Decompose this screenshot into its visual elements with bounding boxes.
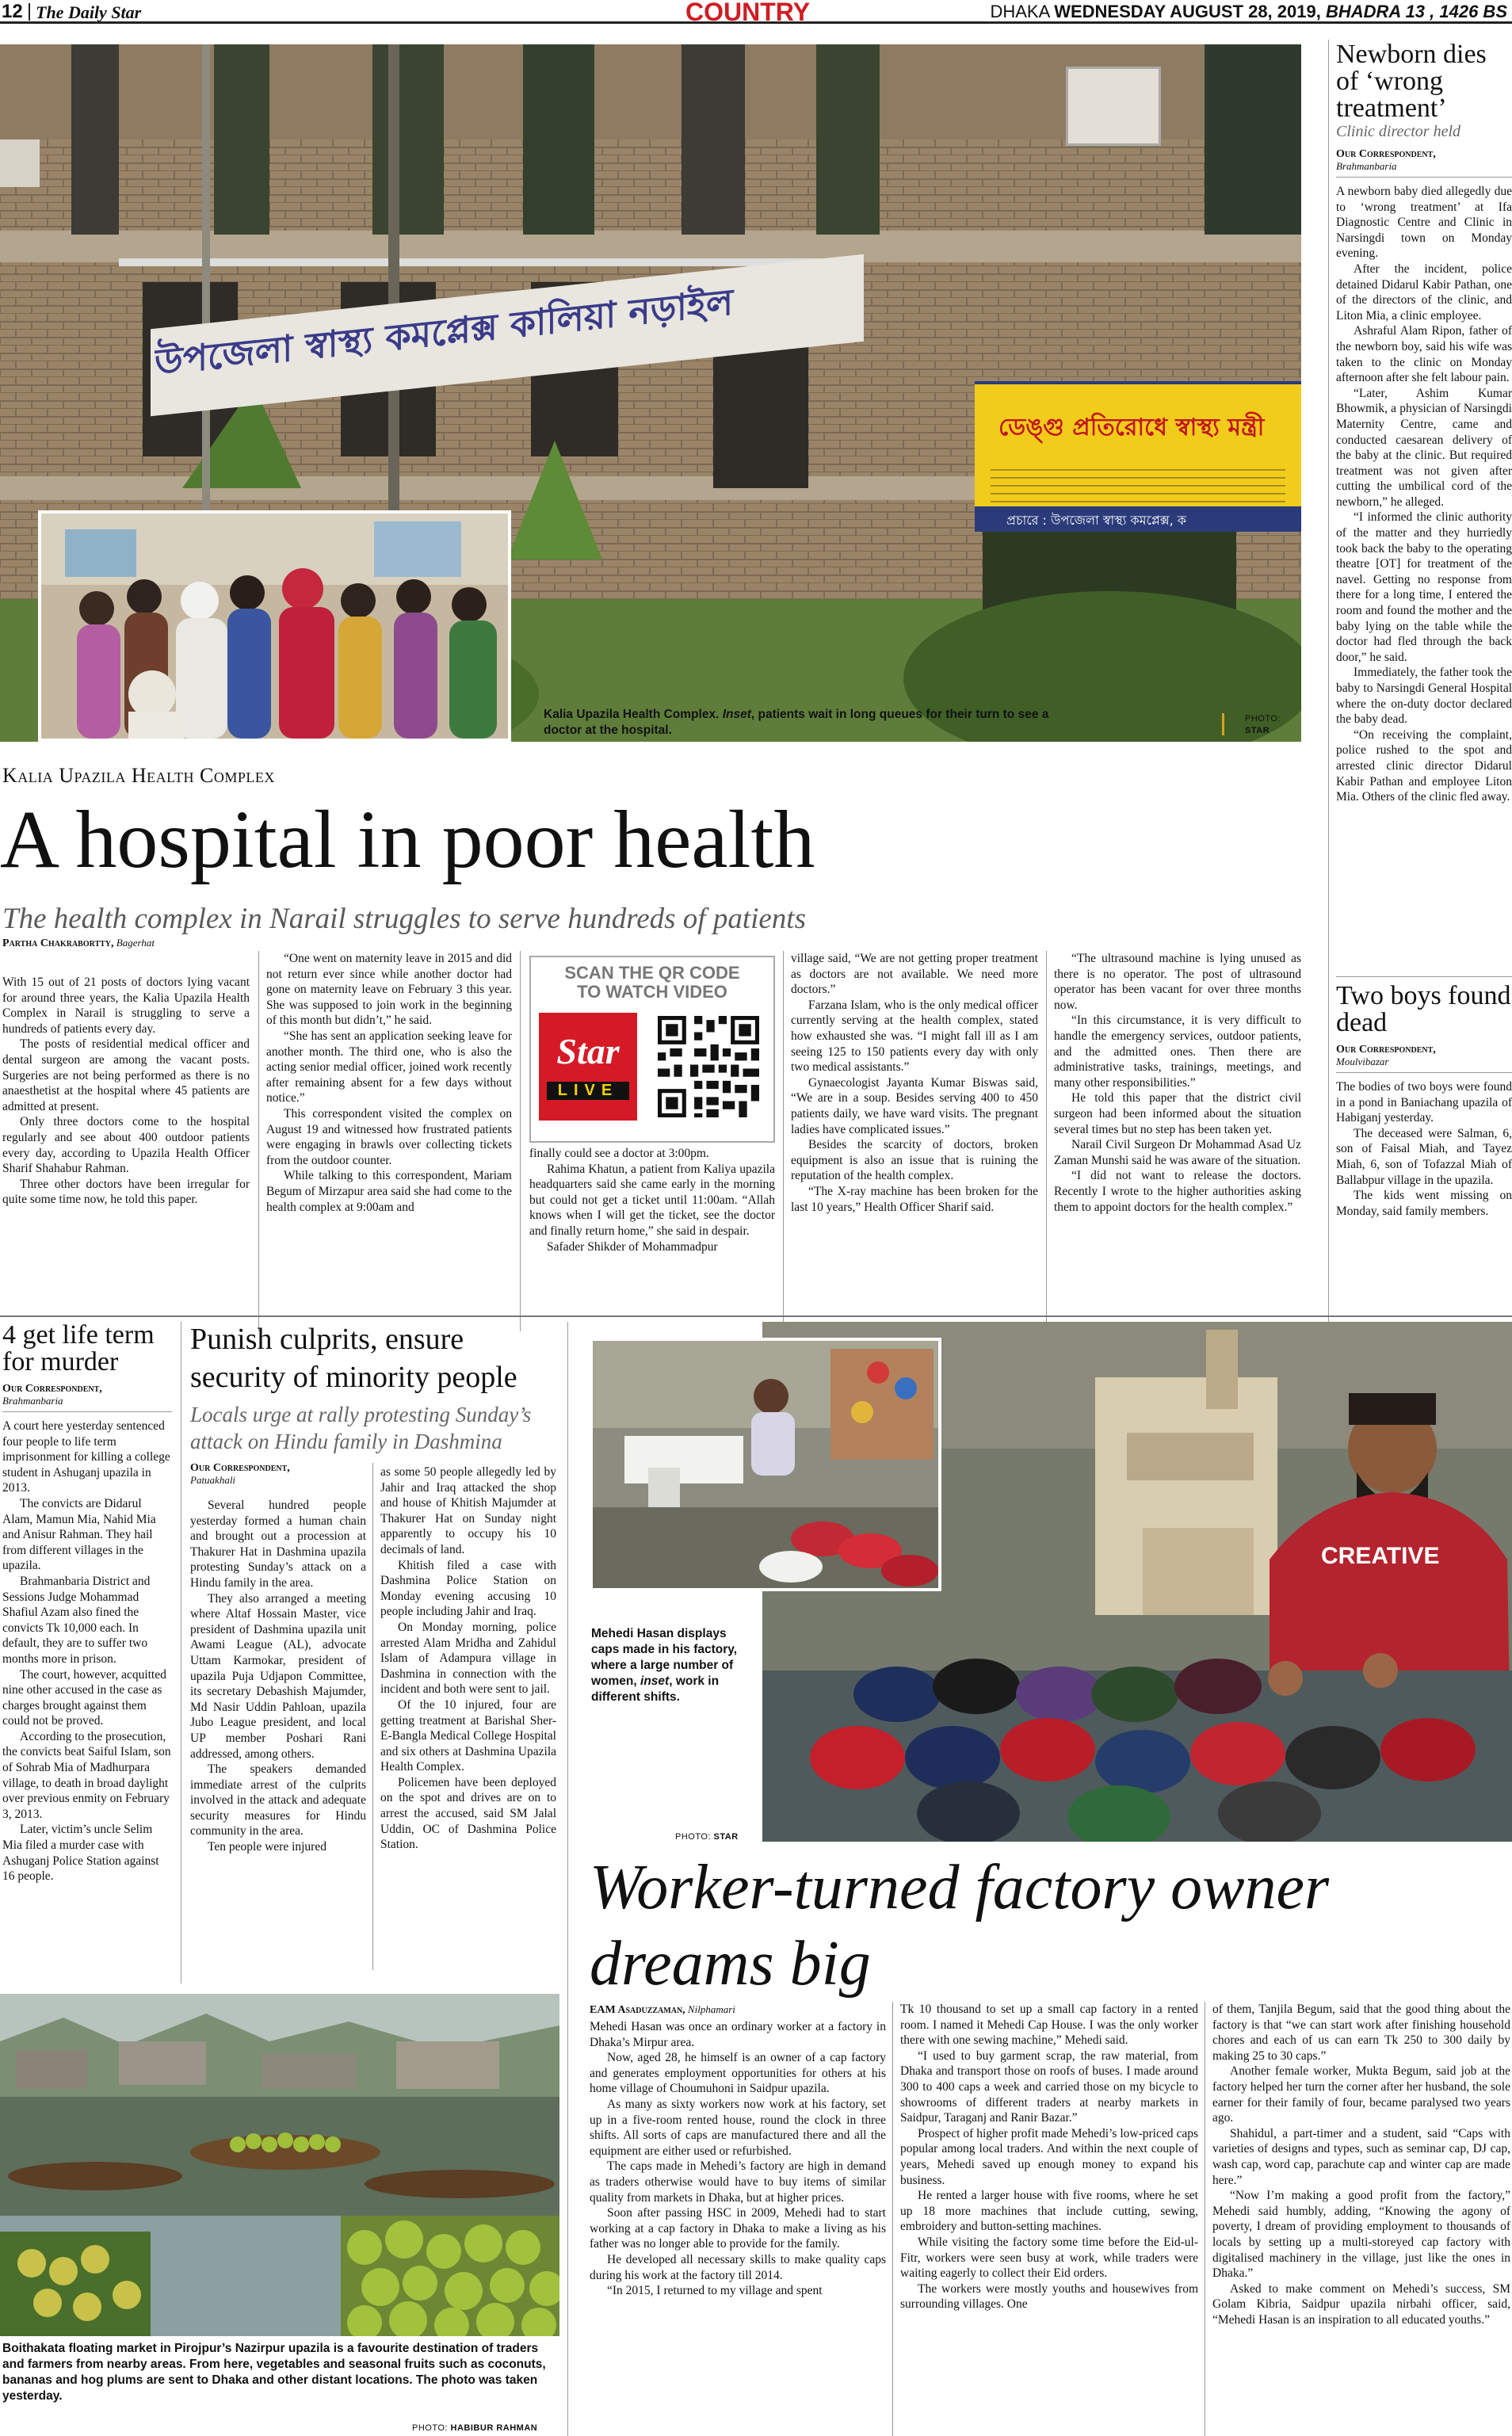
live-label: LIVE bbox=[547, 1082, 629, 1100]
twoboys-byline-name: Our Correspondent, bbox=[1336, 1044, 1436, 1056]
twoboys-body bbox=[1336, 1079, 1512, 1219]
lead-c1-p1: With 15 out of 21 posts of doctors lying vacant for around three years, the Kalia Upazila Health Complex in Narail is struggling to serve a hundreds of patients every day. bbox=[2, 976, 250, 1036]
lead-headline: A hospital in poor health bbox=[0, 794, 815, 885]
lead-c2-p1: “One went on maternity leave in 2015 and did not return ever since while another doctor had gone on maternity leave on February 3 this year. She was supposed to join work in the beginning of this month but didn’t,” he said. bbox=[266, 952, 512, 1028]
factory-column-1 bbox=[590, 2019, 886, 2299]
column-rule bbox=[1046, 951, 1047, 1331]
dengue-banner-title: ডেঙ্গু প্রতিরোধে স্বাস্থ্য মন্ত্রী bbox=[998, 414, 1265, 441]
credit-divider bbox=[1222, 713, 1224, 735]
dateline-city: DHAKA bbox=[990, 2, 1050, 21]
dengue-banner bbox=[975, 381, 1301, 532]
lead-credit-label: PHOTO: bbox=[1245, 714, 1281, 724]
punish-byline-place: Patuakhali bbox=[190, 1474, 236, 1486]
factory-c2-p5: While visiting the factory some time before the Eid-ul-Fitr, workers were seen busy at work, while traders were waiting eagerly to collect their Eid orders. bbox=[900, 2235, 1198, 2281]
punish-column-2 bbox=[380, 1464, 556, 1853]
twoboys-byline-place: Moulvibazar bbox=[1336, 1056, 1389, 1067]
lead-caption-part2: , patients wait in long queues for their turn to see a doctor at the hospital. bbox=[544, 708, 1049, 737]
newborn-p1: A newborn baby died allegedly due to ‘wrong treatment’ at Ifa Diagnostic Centre and Clinic in Narsingdi town on Monday evening. bbox=[1336, 185, 1512, 261]
factory-c1-p5: Soon after passing HSC in 2009, Mehedi had to start working at a cap factory in Dhaka to make a living as his father was no longer able to provide for the family. bbox=[590, 2206, 886, 2251]
lead-c4-p3: Gynaecologist Jayanta Kumar Biswas said, “We are in a soup. Besides serving 400 to 450 patients daily, we have ward visits. The pregnant ladies have complicated issues.” bbox=[791, 1075, 1038, 1136]
murder-byline-place: Brahmanbaria bbox=[2, 1395, 63, 1407]
murder-byline-name: Our Correspondent, bbox=[2, 1383, 102, 1395]
story-divider bbox=[1336, 976, 1512, 977]
factory-c3-p2: Another female worker, Mukta Begum, said job at the factory helped her turn the corner after her husband, the sole earner for their family of four, became paralysed two years ago. bbox=[1212, 2064, 1510, 2125]
twoboys-headline: Two boys found dead bbox=[1336, 981, 1511, 1037]
dengue-banner-body bbox=[991, 463, 1285, 502]
qr-code-icon[interactable] bbox=[658, 1016, 759, 1117]
factory-credit bbox=[675, 1832, 739, 1842]
market-credit-name: HABIBUR RAHMAN bbox=[450, 2423, 538, 2433]
newborn-p6: Immediately, the father took the baby to Narsingdi General Hospital where the on-duty doctor declared the baby dead. bbox=[1336, 666, 1512, 727]
murder-p5: According to the prosecution, the convicts beat Saiful Islam, son of Sohrab Mia of Madhurpara village, to death in broad daylight over previous enmity on February 3, 2013. bbox=[2, 1729, 171, 1821]
column-rule bbox=[520, 951, 521, 1331]
factory-credit-label: PHOTO: bbox=[675, 1832, 711, 1842]
lead-column-5 bbox=[1054, 951, 1301, 1215]
dateline-date: WEDNESDAY AUGUST 28, 2019, bbox=[1054, 2, 1321, 21]
twoboys-byline bbox=[1336, 1043, 1512, 1067]
punish-headline: Punish culprits, ensure security of minority people bbox=[190, 1323, 517, 1394]
lead-c1-p4: Three other doctors have been irregular for quite some time now, he told this paper. bbox=[2, 1177, 250, 1207]
lead-c4-p5: “The X-ray machine has been broken for the last 10 years,” Health Officer Sharif said. bbox=[791, 1184, 1038, 1214]
market-credit-label: PHOTO: bbox=[412, 2423, 448, 2433]
lead-photo-caption bbox=[544, 707, 1075, 739]
punish-column-1 bbox=[190, 1498, 366, 1855]
factory-c1-p2: Now, aged 28, he himself is an owner of a cap factory and generates employment opportunities for others at his home village of Choumuhoni in Saidpur upazila. bbox=[590, 2051, 886, 2096]
murder-p3: Brahmanbaria District and Sessions Judge Mohammad Shafiul Azam also fined the convicts Tk 10,000 each. In default, they are to suffer two months more in prison. bbox=[2, 1574, 151, 1666]
column-rule bbox=[567, 1322, 568, 2436]
lead-c5-p1: “The ultrasound machine is lying unused as there is no operator. The post of ultrasound operator has been vacant for over three months now. bbox=[1054, 952, 1301, 1012]
punish-c1-p2: They also arranged a meeting where Altaf Hossain Master, vice president of Dashmina upazila unit Awami League (AL), advocate Uttam Karmokar, president of upazila Puja Udjapon Committee, its secretary Debashish Majumder, Md Nasir Uddin Pahloan, upazila Jubo League president, and local UP member Poshari Rani addressed, among others. bbox=[190, 1591, 366, 1761]
dateline bbox=[990, 2, 1507, 22]
floating-market-image bbox=[0, 1994, 559, 2336]
factory-c3-p4: “Now I’m making a good profit from the factory,” Mehedi said humbly, adding, “Knowing the agony of poverty, I dream of providing employment to thousands of locals by setting up a multi-storeyed cap factory with digitalised machinery in the village, just like the ones in Dhaka.” bbox=[1212, 2189, 1510, 2281]
lead-c3-p3: Safader Shikder of Mohammadpur bbox=[547, 1239, 718, 1254]
newborn-p2: After the incident, police detained Didarul Kabir Pathan, one of the directors of the clinic, and Liton Mia, a clinic employee. bbox=[1336, 262, 1512, 323]
lead-column-2 bbox=[266, 951, 512, 1215]
lead-c1-p2: The posts of residential medical officer and dental surgeon are among the vacant posts. Surgeries are not being performed as there is no anaesthetist at the hospital where 45 patients are admitted at present. bbox=[2, 1037, 250, 1113]
factory-column-3 bbox=[1212, 2002, 1510, 2327]
factory-c2-p4: He rented a larger house with five rooms, where he set up 18 more machines that include cutting, sewing, embroidery and button-setting machines. bbox=[900, 2189, 1198, 2234]
lead-c2-p3: This correspondent visited the complex on August 19 and witnessed how frustrated patients were engaging in brawls over collecting tickets from the outdoor counter. bbox=[266, 1106, 512, 1167]
lead-c1-p3: Only three doctors come to the hospital regularly and see about 400 outdoor patients every day, according to Upazila Health Officer Sharif Shahabur Rahman. bbox=[2, 1115, 250, 1176]
market-credit bbox=[412, 2423, 537, 2433]
lead-c5-p3: He told this paper that the district civil surgeon had been informed about the situation several times but no step has been taken yet. bbox=[1054, 1091, 1301, 1136]
factory-c3-p1: of them, Tanjila Begum, said that the good thing about the factory is that “we can start work after finishing household chores and each of us can earn Tk 250 to 300 daily by making 25 to 30 caps.” bbox=[1212, 2003, 1510, 2063]
lead-c5-p5: “I did not want to release the doctors. Recently I wrote to the higher authorities asking them to appoint doctors for the health complex.” bbox=[1054, 1169, 1301, 1214]
factory-caption bbox=[591, 1626, 750, 1705]
twoboys-p3: The kids went missing on Monday, said family members. bbox=[1336, 1189, 1512, 1218]
star-logo-text: Star bbox=[556, 1031, 620, 1071]
factory-c1-p7: “In 2015, I returned to my village and spent bbox=[607, 2284, 823, 2298]
factory-c2-p2: “I used to buy garment scrap, the raw material, from Dhaka and transport those on roofs of buses. I made around 300 to 400 caps a week and carried those on my bicycle to showrooms of different traders at nearby markets in Saidpur, Taraganj and Ranir Bazar.” bbox=[900, 2048, 1198, 2125]
newborn-byline bbox=[1336, 147, 1512, 172]
lead-c5-p2: “In this circumstance, it is very difficult to handle the emergency services, outdoor patients, and the admitted ones. Then there are administrative tasks, trainings, meetings, and many other responsibilities.” bbox=[1054, 1014, 1301, 1090]
star-live-logo bbox=[539, 1013, 637, 1121]
punish-c2-p3: On Monday morning, police arrested Alam Mridha and Zahidul Islam of Adampura village in Dashmina in connection with the incident and both were sent to jail. bbox=[380, 1620, 556, 1697]
factory-c2-p1: Tk 10 thousand to set up a small cap factory in a rented room. I named it Mehedi Cap House. I was the only worker there with one sewing machine,” Mehedi said. bbox=[900, 2003, 1198, 2048]
lead-byline-place: Bagerhat bbox=[116, 937, 155, 949]
lead-credit-name: STAR bbox=[1245, 726, 1270, 735]
lead-c4-p2: Farzana Islam, who is the only medical officer currently serving at the health complex, stated how exhausted she was. “I might fall ill as I am seeing 125 to 150 patients every day with only two medical assistants.” bbox=[791, 998, 1038, 1075]
newborn-p5: “I informed the clinic authority of the matter and they hurriedly took back the baby to the operating theatre [OT] for treatment of the navel. Getting no response from there for a long time, I entered the room and found the mother and the baby lying on the table while the doctor had fled through the back door,” he said. bbox=[1336, 510, 1512, 664]
qr-title: SCAN THE QR CODE TO WATCH VIDEO bbox=[564, 963, 740, 1002]
floating-market-photo bbox=[0, 1994, 559, 2336]
factory-c3-p5: Asked to make comment on Mehedi’s success, SM Golam Kibria, Saidpur upazila nirbahi officer, said, “Mehedi Hasan is an inspiration to all educated youths.” bbox=[1212, 2281, 1510, 2327]
factory-c1-p1: Mehedi Hasan was once an ordinary worker at a factory in Dhaka’s Mirpur area. bbox=[590, 2020, 886, 2049]
column-rule bbox=[892, 2002, 893, 2436]
dateline-bangla: BHADRA 13 , 1426 BS bbox=[1325, 2, 1507, 21]
newborn-story bbox=[1336, 41, 1512, 805]
punish-c1-p3: The speakers demanded immediate arrest of the culprits involved in the attack and adequate security measures for Hindu community in the area. bbox=[190, 1762, 366, 1838]
lead-byline-name: Partha Chakrabortty, bbox=[2, 937, 114, 949]
twoboys-story bbox=[1336, 983, 1512, 1219]
ac-unit bbox=[1066, 67, 1161, 146]
factory-c1-p3: As many as sixty workers now work at his factory, set up in a five-room rented house, round the clock in three shifts. All sorts of caps are manufactured there and all the equipment are either used or refurbished. bbox=[590, 2097, 886, 2158]
lead-c2-p4: While talking to this correspondent, Mariam Begum of Mirzapur area said she had come to the health complex at 9:00am and bbox=[266, 1169, 512, 1214]
lead-c4-p4: Besides the scarcity of doctors, broken equipment is also an issue that is ruining the reputation of the health complex. bbox=[791, 1138, 1038, 1183]
factory-column-2 bbox=[900, 2002, 1198, 2312]
murder-p4: The court, however, acquitted nine other accused in the case as charges brought against them could not be proved. bbox=[2, 1667, 166, 1728]
newborn-body bbox=[1336, 184, 1512, 805]
market-caption: Boithakata floating market in Pirojpur’s Nazirpur upazila is a favourite destination of traders and farmers from nearby areas. From here, vegetables and seasonal fruits such as coconuts, bananas and hog plums are sent to Dhaka and other distant locations. The photo was taken yesterday. bbox=[2, 2342, 546, 2403]
lead-deck: The health complex in Narail struggles to serve hundreds of patients bbox=[2, 903, 806, 935]
factory-headline: Worker-turned factory owner dreams big bbox=[590, 1853, 1330, 1999]
twoboys-p2: The deceased were Salman, 6, son of Faisal Miah, and Tayez Miah, 6, son of Tofazzal Miah of Ballabpur village in the upazila. bbox=[1336, 1126, 1512, 1187]
newborn-headline: Newborn dies of ‘wrong treatment’ bbox=[1336, 40, 1487, 123]
murder-p1: A court here yesterday sentenced four people to life term imprisonment for killing a college student in Ashuganj upazila in 2013. bbox=[2, 1419, 170, 1495]
qr-promo-box bbox=[529, 956, 775, 1143]
inset-patients-photo bbox=[38, 510, 511, 742]
murder-body bbox=[2, 1418, 172, 1884]
newborn-p7: “On receiving the complaint, police rushed to the spot and arrested clinic director Didarul Kabir Pathan and employee Liton Mia. Others of the clinic fled away. bbox=[1336, 727, 1512, 804]
lead-c5-p4: Narail Civil Surgeon Dr Mohammad Asad Uz Zaman Munshi said he was aware of the situation. bbox=[1054, 1138, 1301, 1167]
lead-photo-credit bbox=[1245, 713, 1281, 737]
newborn-subhead: Clinic director held bbox=[1336, 123, 1461, 140]
punish-c2-p5: Policemen have been deployed on the spot and drives are on to arrest the accused, said SM Jalal Uddin, OC of Dashmina Police Station. bbox=[380, 1775, 556, 1852]
punish-c1-p4: Ten people were injured bbox=[208, 1840, 326, 1854]
newborn-p3: Ashraful Alam Ripon, father of the newborn boy, said his wife was taken to the clinic on Monday afternoon after she felt labour pain. bbox=[1336, 324, 1512, 385]
factory-byline-place: Nilphamari bbox=[687, 2003, 735, 2015]
factory-c3-p3: Shahidul, a part-timer and a student, said “Caps with varieties of designs and types, such as seminar cap, DJ cap, wash cap, word cap, parachute cap and winter cap are made here.” bbox=[1212, 2126, 1510, 2187]
workers-sewing-image bbox=[593, 1341, 938, 1588]
murder-p2: The convicts are Didarul Alam, Mamun Mia, Nahid Mia and Anisur Rahman. They hail from different villages in the upazila. bbox=[2, 1496, 156, 1573]
dengue-banner-footer: প্রচারে : উপজেলা স্বাস্থ্য কমপ্লেক্স, ক bbox=[975, 506, 1301, 532]
page-number: 12 bbox=[2, 1, 23, 22]
punish-c2-p2: Khitish filed a case with Dashmina Police Station on Monday evening accusing 10 people including Jahir and Iraq. bbox=[380, 1558, 556, 1619]
building-sign-text: উপজেলা স্বাস্থ্য কমপ্লেক্স কালিয়া নড়াইল bbox=[155, 280, 734, 384]
factory-caption-inset: inset bbox=[640, 1674, 670, 1688]
murder-headline: 4 get life term for murder bbox=[2, 1320, 155, 1376]
column-rule bbox=[372, 1463, 373, 1970]
murder-story bbox=[2, 1322, 172, 1884]
shirt-print-text: CREATIVE bbox=[1321, 1543, 1440, 1569]
factory-caption-part1: Mehedi Hasan displays caps made in his factory, where a large number of women, bbox=[591, 1627, 738, 1688]
header-divider bbox=[29, 3, 30, 21]
newborn-p4: “Later, Ashim Kumar Bhowmik, a physician of Narsingdi Maternity Centre, came and conducted caesarean delivery of the baby at the clinic. But required treatment was not given after cutting the umbilical cord of the newborn,” he alleged. bbox=[1336, 386, 1512, 509]
factory-credit-name: STAR bbox=[713, 1832, 739, 1842]
factory-c1-p4: The caps made in Mehedi’s factory are high in demand as traders otherwise would have to buy items of similar quality from markets in Dhaka, but at higher prices. bbox=[590, 2159, 886, 2205]
murder-byline bbox=[2, 1382, 172, 1407]
lead-c3-p2: Rahima Khatun, a patient from Kaliya upazila headquarters said she came early in the morning but could not get a ticket until 11:00am. “Allah knows when I will get the ticket, see the doctor and finally return home,” she said in despair. bbox=[529, 1162, 775, 1238]
right-rail-rule bbox=[1328, 40, 1329, 1331]
lead-c2-p2: “She has sent an application seeking leave for another month. The third one, who is also the acting senior medial officer, joined work recently after remaining absent for a few days without notice.” bbox=[266, 1029, 512, 1105]
section-rule bbox=[0, 1315, 1512, 1317]
factory-byline-name: EAM Asaduzzaman, bbox=[590, 2004, 685, 2016]
waiting-patients-image bbox=[41, 514, 508, 739]
lead-column-1 bbox=[2, 975, 250, 1208]
column-rule bbox=[783, 951, 784, 1331]
factory-caption-part2: , work in different shifts. bbox=[591, 1674, 720, 1704]
factory-inset-photo bbox=[590, 1338, 941, 1591]
punish-byline-name: Our Correspondent, bbox=[190, 1462, 290, 1474]
murder-p6: Later, victim’s uncle Selim Mia filed a murder case with Ashuganj Police Station against 16 people. bbox=[2, 1823, 159, 1884]
factory-c1-p6: He developed all necessary skills to make quality caps during his work at the factory till 2014. bbox=[590, 2252, 886, 2282]
masthead: The Daily Star bbox=[36, 2, 142, 22]
lead-kicker: Kalia Upazila Health Complex bbox=[2, 764, 275, 787]
lead-column-4 bbox=[791, 951, 1038, 1215]
lead-byline bbox=[2, 937, 155, 949]
punish-c2-p4: Of the 10 injured, four are getting treatment at Barishal Sher-E-Bangla Medical College Hospital and six others at Dashmina Upazila Health Complex. bbox=[380, 1697, 556, 1774]
punish-story bbox=[190, 1320, 556, 1486]
section-title: COUNTRY bbox=[685, 0, 811, 26]
punish-c2-p1: as some 50 people allegedly led by Jahir and Iraq attacked the shop and house of Khitish Majumder at Thakurer Hat on Sunday night apparently to occupy his 10 decimals of land. bbox=[380, 1465, 556, 1556]
lead-c3-p1: finally could see a doctor at 3:00pm. bbox=[529, 1147, 709, 1160]
column-rule bbox=[258, 951, 259, 1331]
lead-column-3 bbox=[529, 1146, 775, 1254]
lead-c4-p1: village said, “We are not getting proper treatment as doctors are not available. We need more doctors.” bbox=[791, 952, 1038, 997]
punish-deck: Locals urge at rally protesting Sunday’s attack on Hindu family in Dashmina bbox=[190, 1403, 532, 1453]
newborn-byline-name: Our Correspondent, bbox=[1336, 148, 1436, 160]
lead-caption-inset: Inset bbox=[722, 708, 751, 721]
newborn-byline-place: Brahmanbaria bbox=[1336, 160, 1397, 172]
twoboys-p1: The bodies of two boys were found in a pond in Baniachang upazila of Habiganj yesterday. bbox=[1336, 1080, 1512, 1125]
factory-c2-p6: The workers were mostly youths and housewives from surrounding villages. One bbox=[900, 2281, 1198, 2312]
lead-caption-part1: Kalia Upazila Health Complex. bbox=[544, 708, 720, 721]
factory-c2-p3: Prospect of higher profit made Mehedi’s low-priced caps popular among local traders. And within the next couple of years, Mehedi saved up enough money to expand his business. bbox=[900, 2126, 1198, 2187]
punish-c1-p1: Several hundred people yesterday formed a human chain and brought out a procession at Thakurer Hat in Dashmina upazila protesting Sunday’s attack on a Hindu family in the area. bbox=[190, 1499, 366, 1590]
factory-byline bbox=[590, 2003, 735, 2016]
page-header bbox=[0, 0, 1512, 24]
